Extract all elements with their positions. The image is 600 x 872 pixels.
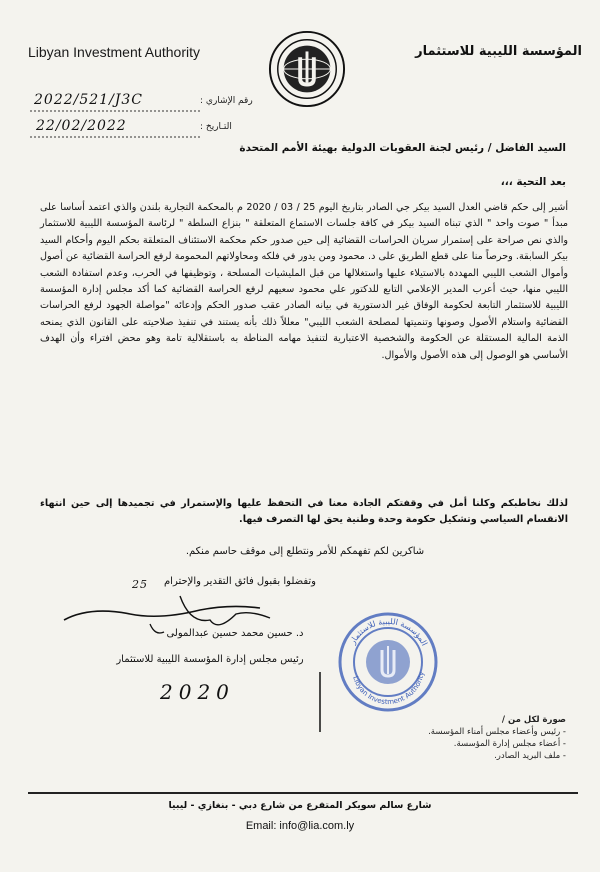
footer-divider <box>28 792 578 794</box>
lia-logo-icon <box>268 30 346 108</box>
date-underline <box>30 134 200 140</box>
org-name-english: Libyan Investment Authority <box>28 44 200 60</box>
copies-item: - ملف البريد الصادر. <box>494 751 566 761</box>
date-handwritten: 22/02/2022 <box>36 118 127 134</box>
copies-block <box>396 714 566 762</box>
thanks-line: شاكرين لكم تفهمكم للأمر ونتطلع إلى موقف حاسم منكم. <box>185 546 425 557</box>
svg-text:المؤسسة الليبية للاستثمار: المؤسسة الليبية للاستثمار <box>348 616 429 648</box>
date-label: التـاريخ : <box>200 122 232 132</box>
footer-email: Email: info@lia.com.ly <box>245 820 355 832</box>
reference-number-handwritten: 2022/521/J3C <box>34 92 144 108</box>
reference-label: رقم الإشاري : <box>200 96 253 106</box>
copies-title: صورة لكل من / <box>501 715 566 725</box>
closing-line: وتفضلوا بقبول فائق التقدير والإحترام <box>163 576 316 587</box>
greeting: بعد التحية ،،، <box>500 176 566 188</box>
signatory-title: رئيس مجلس إدارة المؤسسة الليبية للاستثمار <box>116 654 304 665</box>
margin-mark <box>318 672 322 732</box>
main-paragraph: أشير إلى حكم قاضي العدل السيد بيكر جي الصادر بتاريخ اليوم 25 / 03 / 2020 م بالمحكمة التجارية بلندن والذي اعتمد أساسا على مبدأ " صوت واحد " الذي تبناه السيد بيكر في كافة جلسات الاستماع المتعلقة " بنزاع السلطة " لرئاسة المؤسسة الليبية للاستثمار والذي نص صراحة على إستمرار سريان الحراسات القضائية إلى حين صدور حكم محكمة الاستئناف المتعلقة بحكم اليوم وأحكام السيد بيكر السابقة. وحرصاً منا على قطع الطريق على د. محمود ومن يدور في فلكه ومحاولاتهم المحمومة لرفع الحراسة القضائية عن أصول وأموال الشعب الليبي المهددة بالاستيلاء عليها واستغلالها من قبل المليشيات المسلحة ، وتوظيفها في الحرب، وعدم استفادة الشعب الليبي منها، حيث أعرب المدير الإعلامي التابع للدكتور علي محمود سعيهم لرفع الحراسة القضائية كما أكد مجلس إدارة المؤسسة الليبية للاستثمار التابعة لحكومة الوفاق غير الدستورية في بيانه الصادر عقب صدور الحكم وإدعائه "مواصلة الجهود لرفع الحراسات القضائية واستلام الأصول وصونها وتنميتها لمصلحة الشعب الليبي" معللاً ذلك بأنه يستند في تنفيذ صلاحيته على القانون الذي يمنحه الذمة المالية المستقلة عن الحكومة والشخصية الاعتبارية لتنفيذ مهامه المناطة به باستقلالية تامة وهو محض افتراء وأن الهدف الأساسي هو الوصول إلى هذه الأصول والأموال. <box>40 202 568 361</box>
footer-address: شارع سالم سويكر المتفرع من شارع دبي - بنغازي - ليبيا <box>168 800 432 811</box>
svg-text:Libyan Investment Authority: Libyan Investment Authority <box>351 671 426 707</box>
org-name-arabic: المؤسسة الليبية للاستثمار <box>415 44 582 59</box>
signature-day: 25 <box>132 578 148 591</box>
signature-date-scrawl: 2020 <box>160 680 235 704</box>
signatory-name: د. حسين محمد حسين عبدالمولى <box>166 628 304 639</box>
official-seal-stamp <box>336 610 440 714</box>
copies-item: - رئيس وأعضاء مجلس أمناء المؤسسة. <box>428 727 566 737</box>
recipient-line: السيد الفاضل / رئيس لجنة العقوبات الدولية بهيئة الأمم المتحدة <box>239 142 566 154</box>
request-paragraph: لذلك نخاطبكم وكلنا أمل في وقفتكم الجادة معنا في التحفظ عليها والإستمرار في تجميدها إلى حين انتهاء الانقسام السياسي وتشكيل حكومة وحدة وطنية يحق لها التصرف فيها. <box>40 498 568 526</box>
reference-underline <box>30 108 200 114</box>
copies-item: - أعضاء مجلس إدارة المؤسسة. <box>453 739 566 749</box>
